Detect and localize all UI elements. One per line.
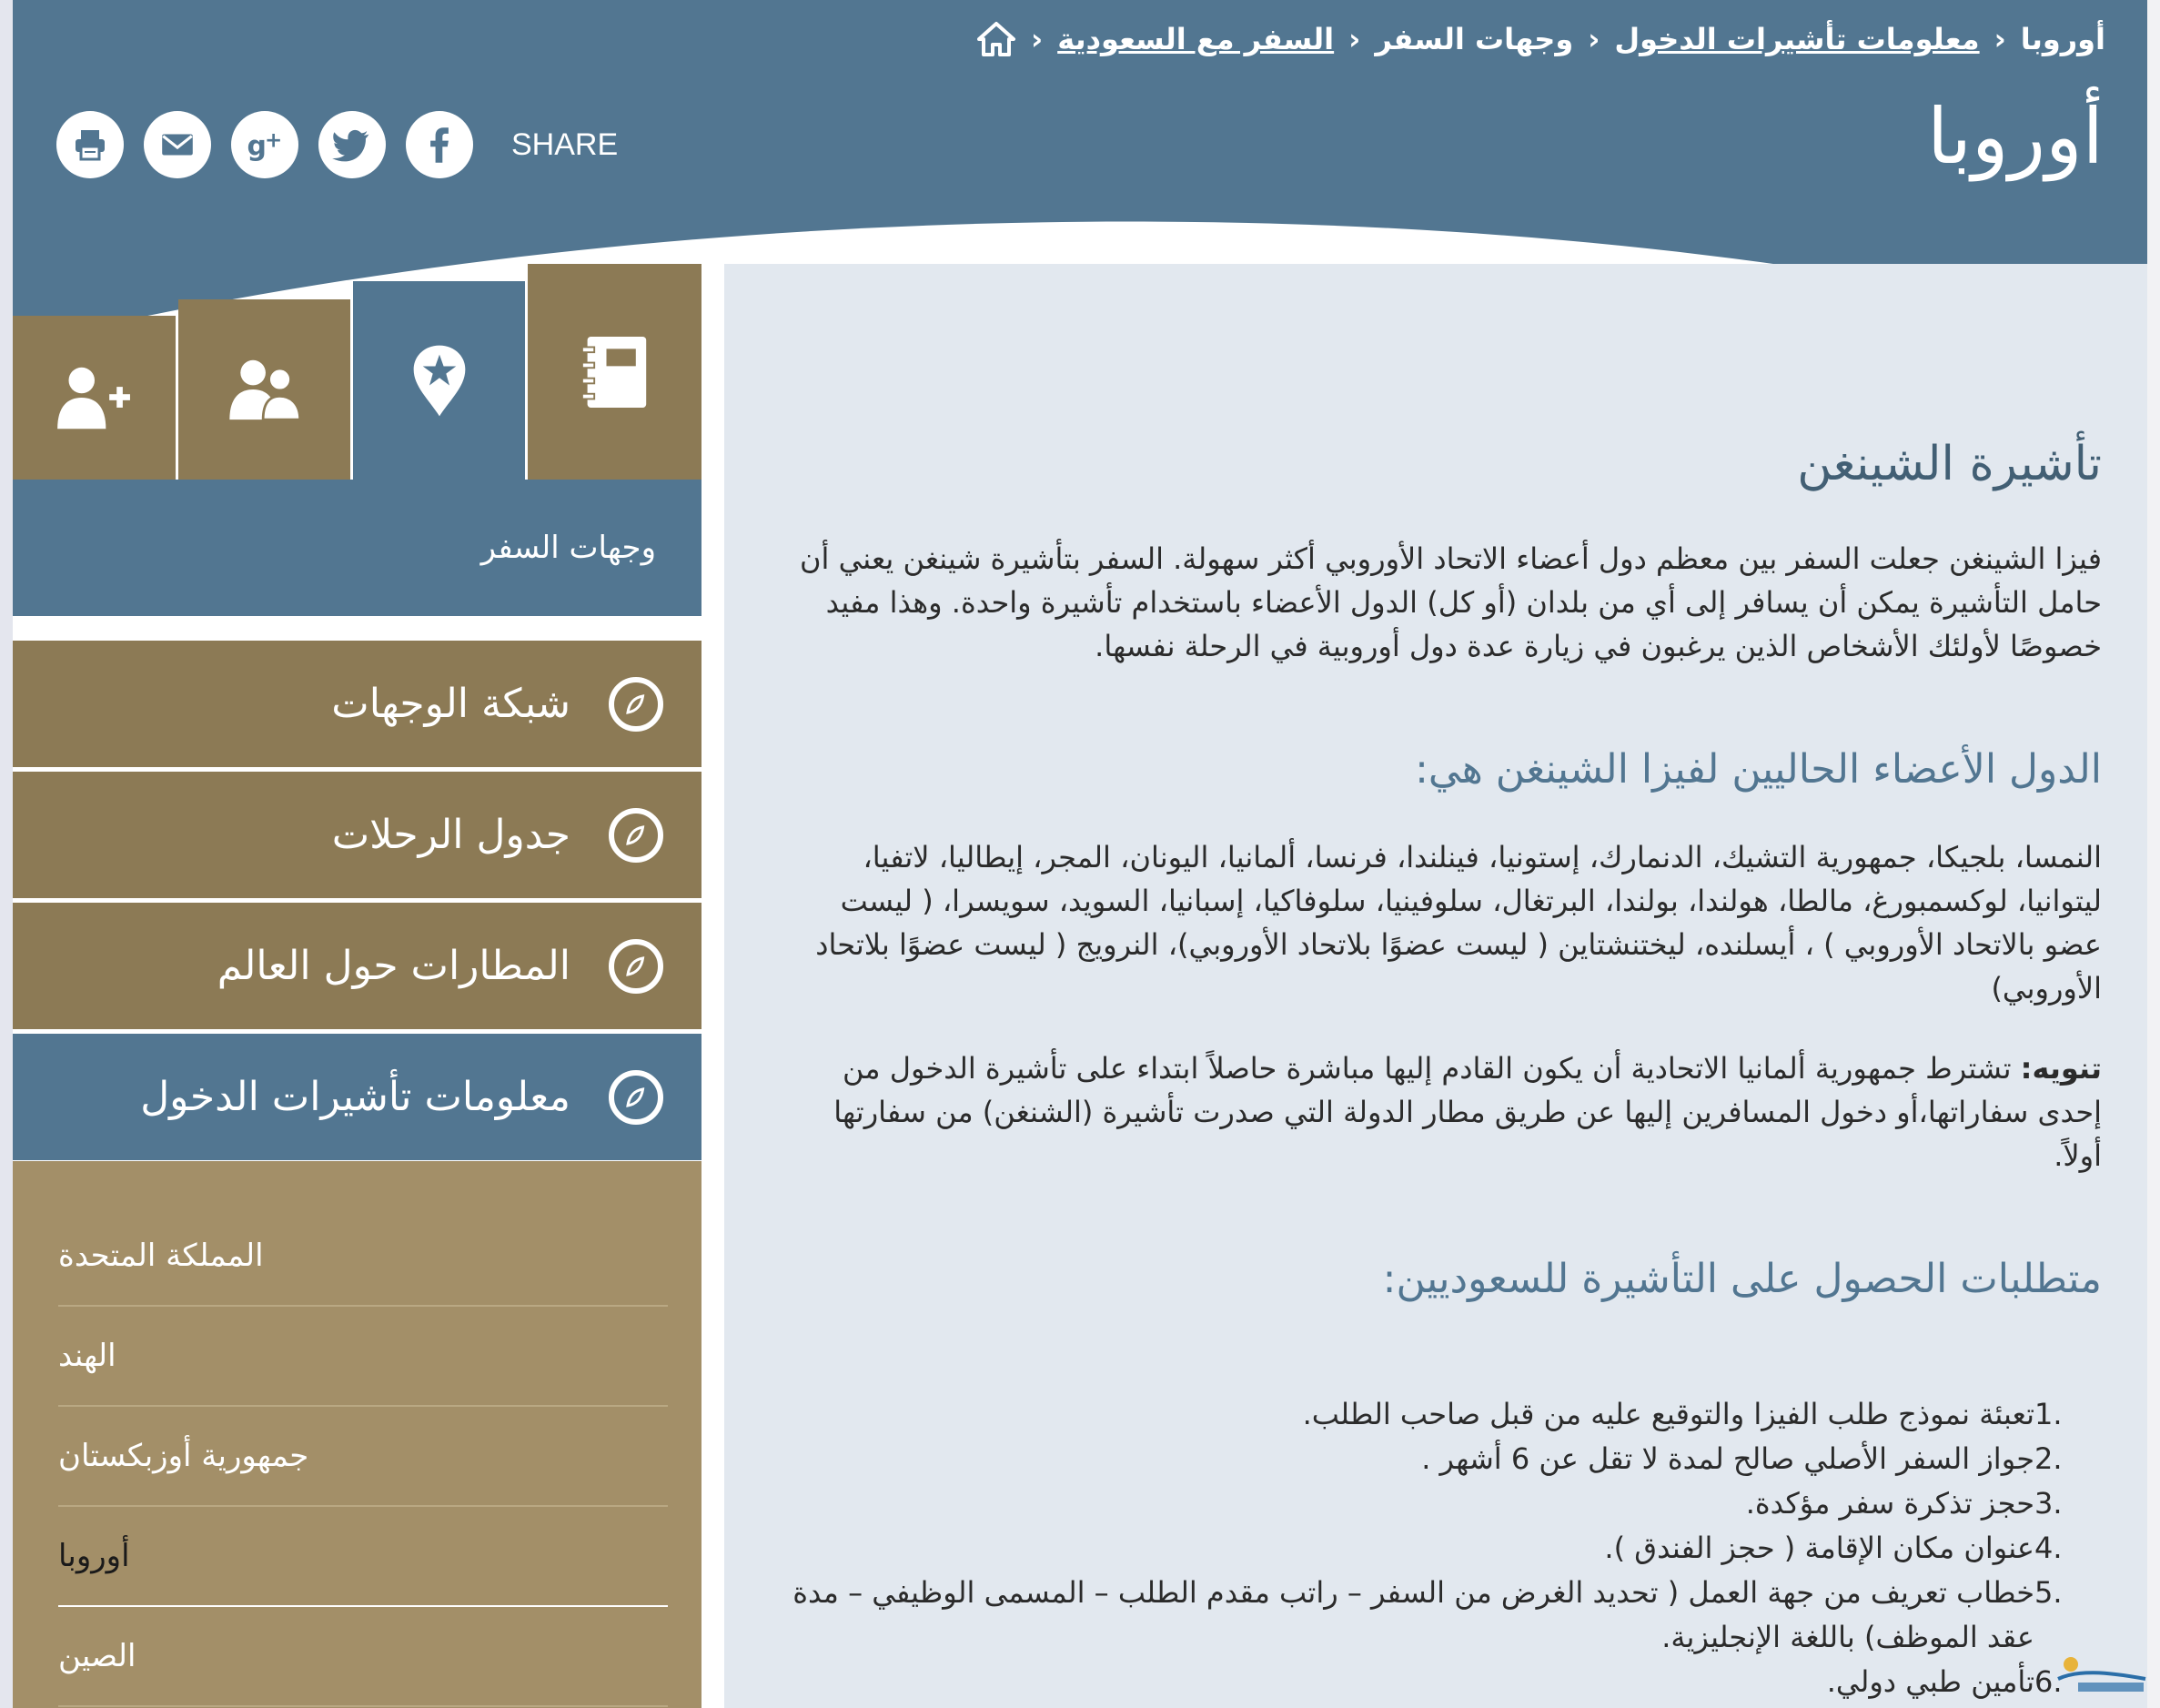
note-text: تشترط جمهورية ألمانيا الاتحادية أن يكون القادم إليها مباشرة حاصلاً ابتداء على تأشيرة الدخول من إحدى سفاراتها،أو دخول المسافرين إليها عن طريق مطار الدولة التي صدرت تأشيرة (الشنغن) من سفارتها أولاً. <box>833 1051 2102 1173</box>
submenu-item-india[interactable]: الهند <box>58 1307 668 1407</box>
list-item-text: جواز السفر الأصلي صالح لمدة لا تقل عن 6 أشهر . <box>1421 1441 2034 1476</box>
breadcrumb-link-visa-info[interactable]: معلومات تأشيرات الدخول <box>1614 22 1980 56</box>
menu-item-label: المطارات حول العالم <box>217 943 570 989</box>
section-heading-schengen: تأشيرة الشينغن <box>1797 437 2102 491</box>
requirements-list <box>779 1392 2071 1704</box>
list-item <box>779 1571 2071 1660</box>
email-icon <box>158 126 197 164</box>
note-paragraph <box>792 1046 2102 1177</box>
list-item-text: عنوان مكان الإقامة ( حجز الفندق ). <box>1604 1531 2034 1565</box>
compass-icon <box>609 808 663 863</box>
list-item-number: 4. <box>2034 1531 2063 1565</box>
tab-destinations[interactable] <box>353 281 525 480</box>
facebook-button[interactable] <box>406 111 473 178</box>
notebook-icon <box>580 333 650 411</box>
svg-text:+: + <box>265 128 283 153</box>
breadcrumb-link-travel-saudia[interactable]: السفر مع السعودية <box>1057 22 1335 56</box>
breadcrumb <box>976 16 2105 62</box>
compass-icon <box>609 677 663 732</box>
print-icon <box>72 126 108 163</box>
tab-notebook[interactable] <box>528 264 701 480</box>
nav-panel-label: وجهات السفر <box>480 530 656 566</box>
requirements-heading: متطلبات الحصول على التأشيرة للسعوديين: <box>1382 1256 2102 1302</box>
google-plus-icon <box>244 124 286 166</box>
breadcrumb-separator: ‹ <box>1348 22 1361 56</box>
breadcrumb-separator: ‹ <box>1588 22 1600 56</box>
intro-paragraph: فيزا الشينغن جعلت السفر بين معظم دول أعضاء الاتحاد الأوروبي أكثر سهولة. السفر بتأشيرة شينغن يعني أن حامل التأشيرة يمكن أن يسافر إلى أي من بلدان (أو كل) الدول الأعضاء باستخدام تأشيرة واحدة. وهذا مفيد خصوصًا لأولئك الأشخاص الذين يرغبون في زيارة عدة دول أوروبية في الرحلة نفسها. <box>800 541 2102 663</box>
tab-add-user[interactable] <box>13 316 176 480</box>
main-content <box>724 264 2147 1708</box>
sidebar-menu <box>13 641 701 1165</box>
list-item <box>779 1437 2071 1481</box>
menu-item-flight-schedule[interactable] <box>13 772 701 898</box>
add-user-icon <box>55 363 135 432</box>
share-label: SHARE <box>511 126 619 162</box>
submenu-item-uk[interactable]: المملكة المتحدة <box>58 1207 668 1307</box>
list-item <box>779 1392 2071 1437</box>
list-item-number: 3. <box>2034 1486 2063 1521</box>
list-item-text: تعبئة نموذج طلب الفيزا والتوقيع عليه من قبل صاحب الطلب. <box>1302 1397 2034 1431</box>
left-edge <box>0 0 13 1708</box>
menu-item-label: شبكة الوجهات <box>331 681 570 727</box>
list-item-number: 5. <box>2034 1575 2063 1610</box>
map-pin-star-icon <box>410 341 469 419</box>
menu-item-label: جدول الرحلات <box>331 812 570 858</box>
compass-icon <box>609 939 663 994</box>
list-item-text: حجز تذكرة سفر مؤكدة. <box>1745 1486 2034 1521</box>
members-paragraph: النمسا، بلجيكا، جمهورية التشيك، الدنمارك، إستونيا، فينلندا، فرنسا، ألمانيا، اليونان، المجر، إيطاليا، لاتفيا، ليتوانيا، لوكسمبورغ، مالطا، هولندا، بولندا، البرتغال، سلوفينيا، سلوفاكيا، إسبانيا، السويد، سويسرا، ( ليست عضو بالاتحاد الأوروبي ) ، أيسلنده، ليختنشتاين ( ليست عضوًا بلاتحاد الأوروبي)، النرويج ( ليست عضوًا بلاتحاد الأوروبي) <box>815 840 2102 1006</box>
menu-item-visa-info[interactable] <box>13 1034 701 1160</box>
share-bar <box>56 111 618 178</box>
submenu-item-china[interactable]: الصين <box>58 1607 668 1707</box>
tab-users[interactable] <box>178 299 350 480</box>
list-item-text: تأمين طبي دولي. <box>1826 1664 2034 1699</box>
menu-item-airports[interactable] <box>13 903 701 1029</box>
svg-text:g: g <box>247 130 267 163</box>
breadcrumb-destinations: وجهات السفر <box>1375 22 1574 56</box>
print-button[interactable] <box>56 111 124 178</box>
menu-item-label: معلومات تأشيرات الدخول <box>140 1074 570 1120</box>
nav-panel <box>13 480 701 616</box>
submenu-item-uzbekistan[interactable]: جمهورية أوزبكستان <box>58 1407 668 1507</box>
twitter-button[interactable] <box>318 111 386 178</box>
list-item-text: خطاب تعريف من جهة العمل ( تحديد الغرض من السفر – راتب مقدم الطلب – المسمى الوظيفي – مدة عقد الموظف) باللغة الإنجليزية. <box>792 1575 2034 1654</box>
right-edge <box>2147 0 2160 1708</box>
email-button[interactable] <box>144 111 211 178</box>
visa-submenu <box>13 1161 701 1708</box>
page-title: أوروبا <box>1926 92 2104 181</box>
list-item-number: 1. <box>2034 1397 2063 1431</box>
menu-item-destinations-network[interactable] <box>13 641 701 767</box>
compass-icon <box>609 1070 663 1125</box>
home-icon[interactable] <box>976 21 1016 57</box>
list-item-number: 6. <box>2034 1664 2063 1699</box>
sidebar-tabs <box>13 264 701 480</box>
breadcrumb-separator: ‹ <box>1993 22 2006 56</box>
submenu-item-europe[interactable]: أوروبا <box>58 1507 668 1607</box>
watermark-logo <box>2051 1646 2151 1701</box>
note-label: تنويه: <box>2020 1051 2102 1086</box>
users-icon <box>223 356 307 423</box>
members-heading: الدول الأعضاء الحاليين لفيزا الشينغن هي: <box>1415 746 2102 793</box>
list-item <box>779 1660 2071 1704</box>
breadcrumb-current: أوروبا <box>2020 22 2105 56</box>
google-plus-button[interactable] <box>231 111 298 178</box>
list-item-number: 2. <box>2034 1441 2063 1476</box>
facebook-icon <box>419 125 459 165</box>
list-item <box>779 1526 2071 1571</box>
breadcrumb-separator: ‹ <box>1031 22 1044 56</box>
twitter-icon <box>331 124 373 166</box>
list-item <box>779 1481 2071 1526</box>
